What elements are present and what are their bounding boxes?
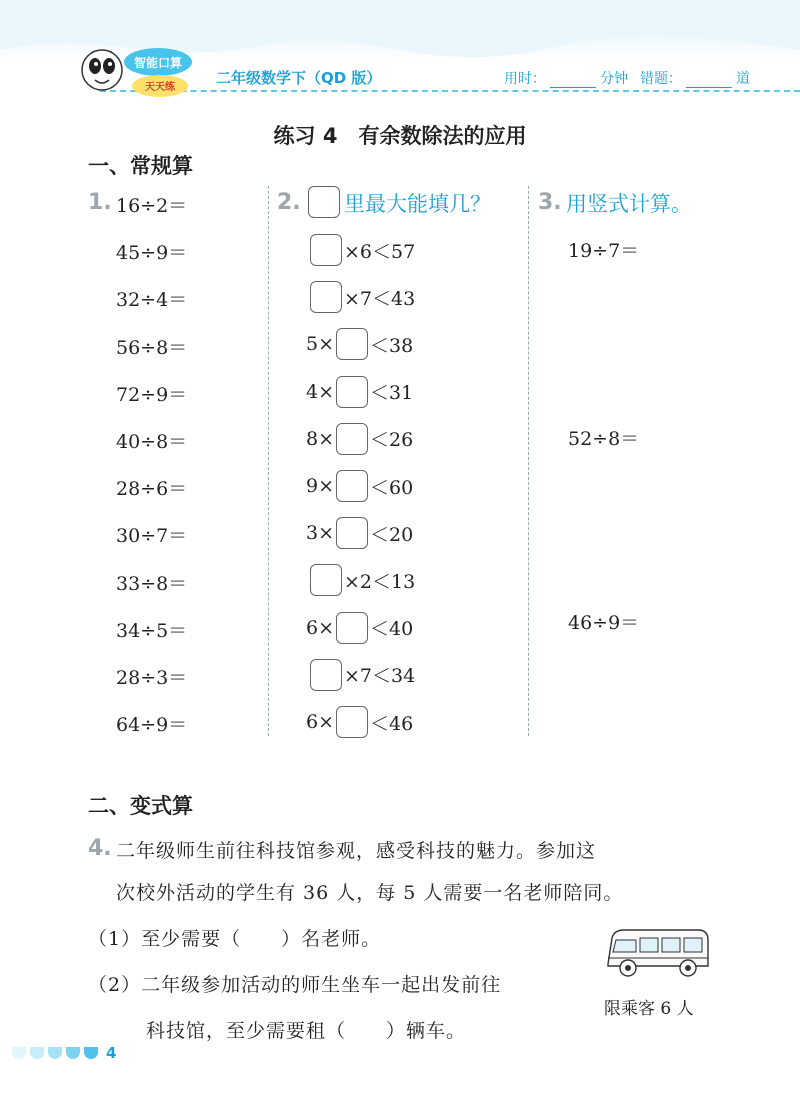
section-heading-1: 一、常规算 <box>88 154 193 178</box>
footer-decoration-icon <box>66 1047 80 1059</box>
division-item: 72÷9＝ <box>116 383 188 406</box>
question-4-line-2: 次校外活动的学生有 36 人，每 5 人需要一名老师陪同。 <box>116 882 624 904</box>
footer-decoration-icon <box>12 1047 26 1059</box>
van-capacity-caption: 限乘客 6 人 <box>604 999 694 1019</box>
inequality-left: 5× <box>306 333 335 356</box>
division-item: 34÷5＝ <box>116 619 188 642</box>
inequality-left: 4× <box>306 380 335 403</box>
footer-decoration-icon <box>84 1047 98 1059</box>
inequality-left: 3× <box>306 522 335 545</box>
answer-box[interactable] <box>336 423 368 455</box>
section-heading-2: 二、变式算 <box>88 794 193 818</box>
inequality-right: ＜31 <box>370 382 414 405</box>
answer-box[interactable] <box>336 706 368 738</box>
vertical-division-item: 19÷7＝ <box>568 240 640 262</box>
inequality-right: ×2＜13 <box>344 570 416 593</box>
question-4-line-1: 二年级师生前往科技馆参观，感受科技的魅力。参加这 <box>116 840 597 862</box>
page-number: 4 <box>106 1044 117 1062</box>
answer-box[interactable] <box>310 659 342 691</box>
inequality-left: 6× <box>306 616 335 639</box>
division-item: 30÷7＝ <box>116 525 188 548</box>
inequality-item <box>306 611 413 645</box>
inequality-left: 6× <box>306 711 335 733</box>
inequality-right: ×7＜43 <box>344 287 416 310</box>
footer-decoration-icon <box>30 1047 44 1059</box>
question-2-instruction: 里最大能填几？ <box>344 192 491 216</box>
division-item: 28÷6＝ <box>116 478 188 501</box>
page-footer <box>12 1044 116 1062</box>
problems-label: 道 <box>736 71 750 87</box>
inequality-item <box>306 516 413 550</box>
inequality-item <box>308 233 415 267</box>
answer-box[interactable] <box>310 564 342 596</box>
time-label: 用时： <box>504 71 546 87</box>
inequality-item <box>308 280 415 314</box>
inequality-item <box>306 327 413 361</box>
question-2-number: 2. <box>277 190 301 215</box>
header-dashed-rule <box>100 90 800 92</box>
time-blank[interactable] <box>550 73 596 88</box>
question-4-sub-2-line-2: 科技馆，至少需要租（ ）辆车。 <box>146 1020 467 1042</box>
header-grade-label: 二年级数学下（QD 版） <box>216 69 382 87</box>
inequality-right: ＜20 <box>370 523 414 546</box>
answer-box-example <box>308 186 340 218</box>
vertical-division-item: 46÷9＝ <box>568 612 640 634</box>
footer-decoration-icon <box>48 1047 62 1059</box>
inequality-left: 9× <box>306 475 335 497</box>
column-divider-2 <box>528 186 529 736</box>
answer-box[interactable] <box>310 234 342 266</box>
errors-blank[interactable] <box>686 73 732 88</box>
answer-box[interactable] <box>336 328 368 360</box>
inequality-right: ×7＜34 <box>344 665 416 688</box>
answer-box[interactable] <box>310 281 342 313</box>
page-header <box>0 0 800 100</box>
inequality-right: ＜26 <box>370 429 414 452</box>
inequality-right: ＜40 <box>370 618 414 641</box>
inequality-item <box>306 375 413 409</box>
division-item: 33÷8＝ <box>116 572 188 595</box>
vertical-division-item: 52÷8＝ <box>568 428 640 450</box>
inequality-right: ＜60 <box>370 476 414 499</box>
question-4-sub-2-line-1: （2）二年级参加活动的师生坐车一起出发前往 <box>88 974 502 996</box>
answer-box[interactable] <box>336 470 368 502</box>
answer-box[interactable] <box>336 376 368 408</box>
inequality-right: ＜38 <box>370 334 414 357</box>
answer-box[interactable] <box>336 612 368 644</box>
mascot-text-top: 智能口算 <box>133 56 183 70</box>
inequality-right: ×6＜57 <box>344 240 416 263</box>
van-icon <box>602 920 714 984</box>
errors-label: 错题： <box>640 71 682 87</box>
column-divider-1 <box>268 186 269 736</box>
division-item: 45÷9＝ <box>116 242 188 265</box>
question-4-sub-1: （1）至少需要（ ）名老师。 <box>88 928 382 950</box>
inequality-right: ＜46 <box>370 712 414 735</box>
division-item: 56÷8＝ <box>116 336 188 359</box>
minutes-label: 分钟 <box>600 71 628 87</box>
inequality-item <box>306 422 413 456</box>
inequality-item <box>308 658 415 692</box>
division-item: 16÷2＝ <box>116 195 188 217</box>
page-title: 练习 4 有余数除法的应用 <box>273 124 527 148</box>
division-item: 40÷8＝ <box>116 431 188 453</box>
mascot-logo-icon <box>78 40 203 104</box>
answer-box[interactable] <box>336 517 368 549</box>
header-time-errors <box>504 68 750 88</box>
question-1-number: 1. <box>88 190 112 215</box>
inequality-item <box>308 563 415 597</box>
question-3-instruction: 用竖式计算。 <box>566 192 692 216</box>
division-item: 32÷4＝ <box>116 289 188 312</box>
division-item: 28÷3＝ <box>116 667 188 689</box>
mascot-text-bottom: 天天练 <box>145 82 175 93</box>
question-4-number: 4. <box>88 836 112 861</box>
inequality-left: 8× <box>306 427 335 450</box>
division-item: 64÷9＝ <box>116 714 188 737</box>
question-3-number: 3. <box>538 190 562 215</box>
inequality-item <box>306 705 413 739</box>
inequality-item <box>306 469 413 503</box>
